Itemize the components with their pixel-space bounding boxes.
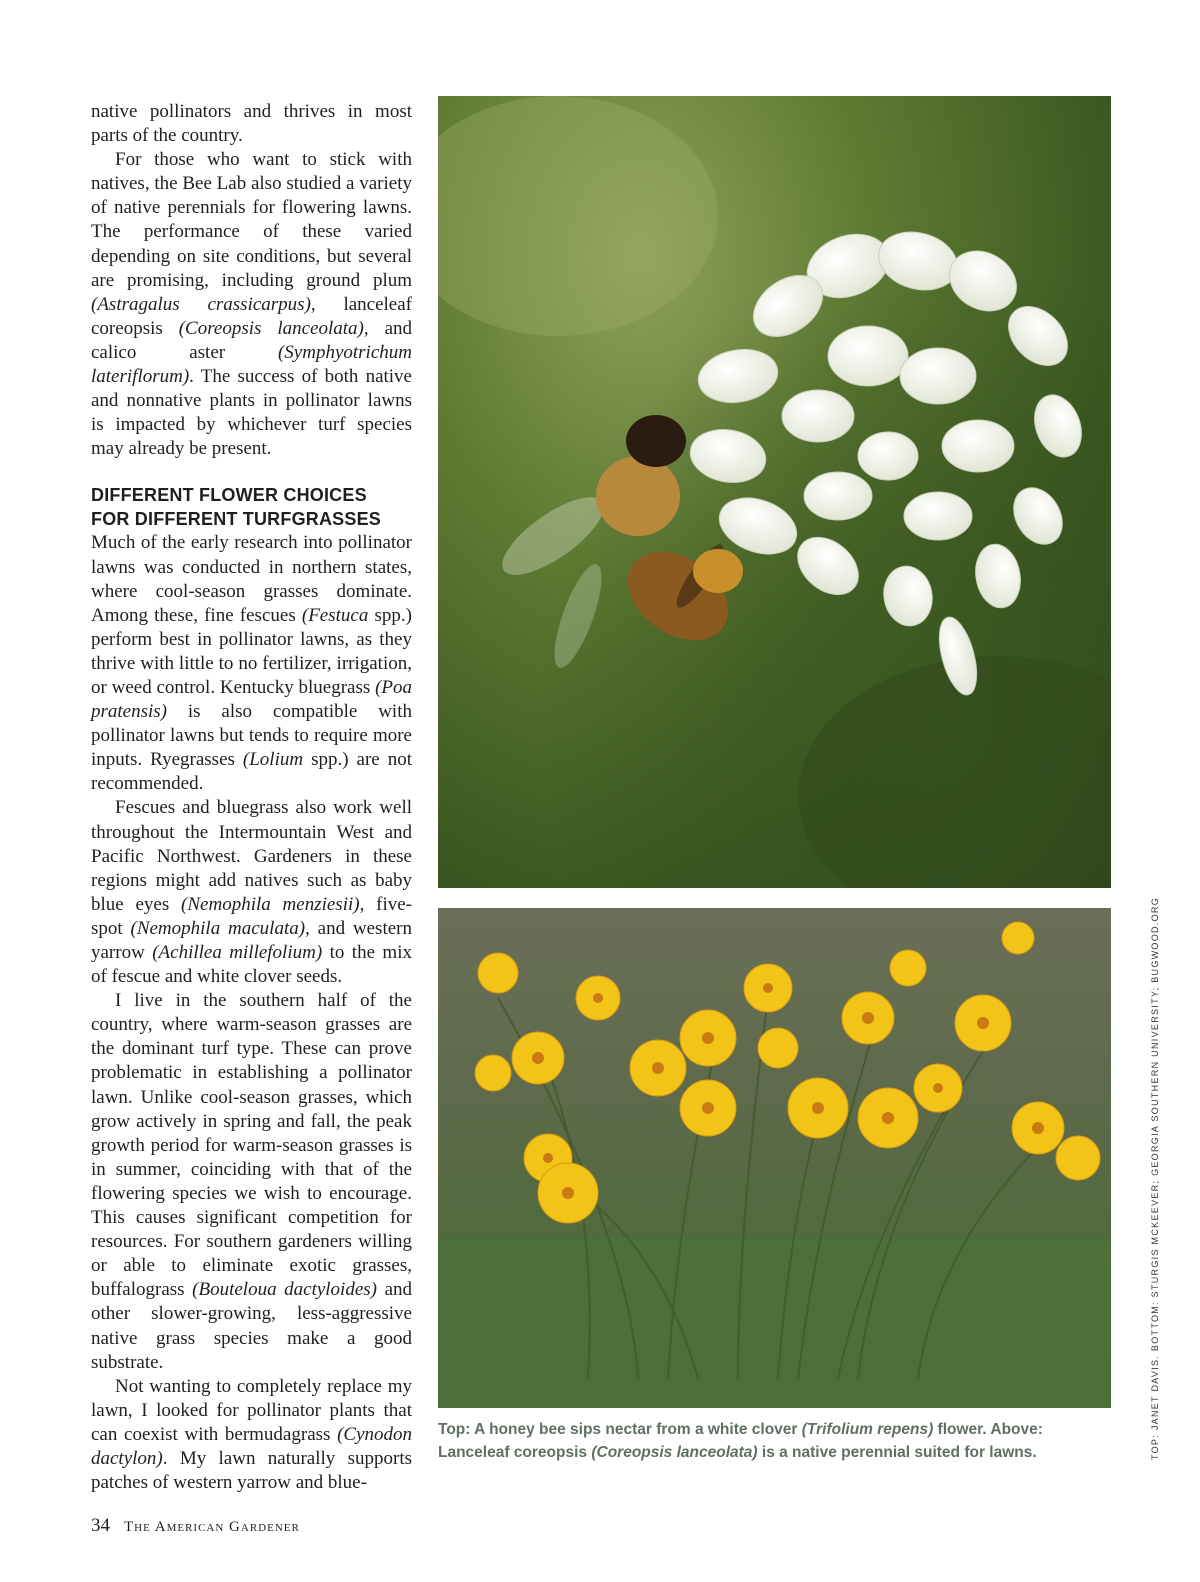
species-name: (Coreopsis lanceolata) bbox=[178, 317, 364, 339]
caption-text-run: is a native perennial suited for lawns. bbox=[757, 1444, 1037, 1461]
paragraph-3 bbox=[91, 531, 412, 796]
text-run: Much of the early research into pollinator lawns was conducted in northern states, where cool-season grasses dominate. Among these, fine fescues bbox=[91, 532, 412, 626]
species-name: (Cynodon dactylon) bbox=[91, 1423, 412, 1469]
text-run: , and calico aster bbox=[91, 317, 413, 363]
paragraph-1 bbox=[91, 100, 412, 148]
article-body-column bbox=[91, 100, 412, 1495]
paragraph-6 bbox=[91, 1375, 412, 1495]
species-name: (Symphyotrichum lateriflorum) bbox=[91, 341, 412, 388]
heading-line-2: FOR DIFFERENT TURFGRASSES bbox=[91, 509, 382, 530]
text-run: is also compatible with pollinator lawns but tends to require more inputs. Ryegrasses bbox=[91, 701, 412, 771]
text-run: I live in the southern half of the country, where warm-season grasses are the dominant turf type. These can prove problematic in establishing a pollinator lawn. Unlike cool-season grasses, which grow actively in spring and fall, the peak growth period for warm-season grasses is in summer, coinciding with that of the flowering species we wish to encourage. This causes significant competition for resources. For southern gardeners willing or able to eliminate exotic grasses, buffalograss bbox=[91, 990, 412, 1301]
paragraph-5 bbox=[91, 989, 412, 1375]
species-name: (Festuca bbox=[301, 604, 369, 626]
species-name: (Poa pratensis) bbox=[91, 676, 412, 723]
honey-bee-clover-photo bbox=[438, 96, 1111, 888]
page-number: 34 bbox=[91, 1515, 110, 1536]
page-footer bbox=[91, 1515, 300, 1537]
caption-species-name: (Trifolium repens) bbox=[801, 1421, 934, 1438]
text-run: , five-spot bbox=[91, 893, 412, 939]
text-run: spp.) are not recommended. bbox=[91, 749, 412, 795]
species-name: (Nemophila maculata) bbox=[130, 917, 306, 939]
caption-species-name: (Coreopsis lanceolata) bbox=[591, 1444, 758, 1461]
text-run: Fescues and bluegrass also work well throughout the Intermountain West and Pacific Northwest. Gardeners in these regions might add natives such as baby blue eyes bbox=[91, 797, 412, 915]
text-run: Not wanting to completely replace my lawn, I looked for pollinator plants that can coexist with bermudagrass bbox=[91, 1375, 412, 1445]
text-run: . My lawn naturally supports patches of western yarrow and blue- bbox=[91, 1447, 412, 1494]
lanceleaf-coreopsis-photo bbox=[438, 908, 1111, 1408]
caption-text-run: Top: A honey bee sips nectar from a white clover bbox=[438, 1421, 802, 1438]
species-name: (Lolium bbox=[242, 749, 304, 771]
text-run: spp.) perform best in pollinator lawns, as they thrive with little to no fertilizer, irrigation, or weed control. Kentucky bluegrass bbox=[91, 604, 412, 698]
text-run: . The success of both native and nonnative plants in pollinator lawns is impacted by whichever turf species may already be present. bbox=[91, 366, 412, 460]
species-name: (Nemophila menziesii) bbox=[181, 893, 360, 915]
text-run: to the mix of fescue and white clover seeds. bbox=[91, 942, 412, 988]
section-heading bbox=[91, 483, 412, 531]
photo-credit: TOP: JANET DAVIS. BOTTOM: STURGIS MCKEEVER; GEORGIA SOUTHERN UNIVERSITY; BUGWOOD.ORG bbox=[1150, 896, 1160, 1460]
text-run: , and western yarrow bbox=[91, 917, 412, 963]
caption-text-run: flower. Above: Lanceleaf coreopsis bbox=[438, 1421, 1043, 1461]
photo-caption bbox=[438, 1418, 1114, 1464]
text-run: , lanceleaf coreopsis bbox=[91, 293, 412, 339]
paragraph-1-text: native pollinators and thrives in most parts of the country. bbox=[91, 101, 412, 147]
coreopsis-illustration bbox=[438, 908, 1111, 1408]
paragraph-2 bbox=[91, 148, 412, 461]
text-run: For those who want to stick with natives, the Bee Lab also studied a variety of native perennials for flowering lawns. The performance of these varied depending on site conditions, but several are promising, including ground plum bbox=[91, 149, 412, 291]
publication-name: The American Gardener bbox=[124, 1519, 300, 1535]
species-name: (Achillea millefolium) bbox=[152, 942, 323, 963]
heading-line-1: DIFFERENT FLOWER CHOICES bbox=[91, 485, 367, 506]
bee-on-clover-illustration bbox=[438, 96, 1111, 888]
text-run: and other slower-growing, less-aggressive native grass species make a good substrate. bbox=[91, 1279, 413, 1373]
species-name: (Bouteloua dactyloides) bbox=[192, 1279, 377, 1301]
species-name: (Astragalus crassicarpus) bbox=[91, 293, 311, 315]
paragraph-4 bbox=[91, 796, 412, 989]
